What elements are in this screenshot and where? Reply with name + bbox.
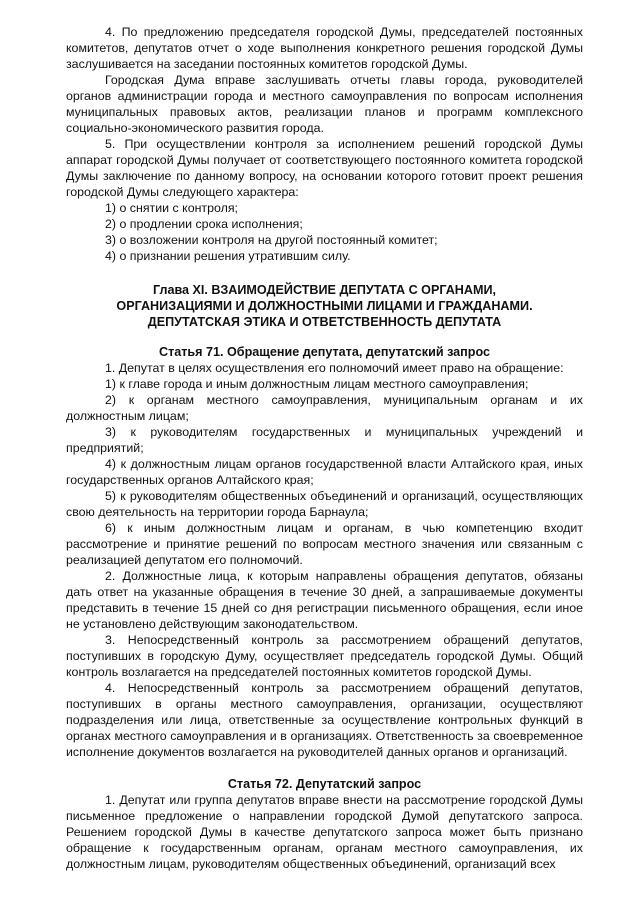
chapter-heading-line: ДЕПУТАТСКАЯ ЭТИКА И ОТВЕТСТВЕННОСТЬ ДЕПУТАТА <box>147 315 502 329</box>
list-item: 4) к должностным лицам органов государственной власти Алтайского края, иных государственных органов Алтайского края; <box>66 457 583 487</box>
article-71-paragraph-1: 1. Депутат в целях осуществления его полномочий имеет право на обращение: <box>105 361 564 375</box>
list-item: 3) о возложении контроля на другой постоянный комитет; <box>105 233 438 247</box>
article-71-paragraph-4: 4. Непосредственный контроль за рассмотрением обращений депутатов, поступивших в органы местного самоуправления, организации, осуществляют подразделения или лица, ответственные за осуществление контрольных функций в органах местного самоуправления и в организациях. Ответственность за своевременное исполнение документов возлагается на руководителей данных органов и организаций. <box>66 681 583 759</box>
paragraph-4-reports: Городская Дума вправе заслушивать отчеты главы города, руководителей органов администрации города и местного самоуправления по вопросам исполнения муниципальных правовых актов, реализации планов и программ комплексного социально-экономического развития города. <box>66 73 583 135</box>
spacer <box>66 760 583 776</box>
list-item: 1) о снятии с контроля; <box>105 201 238 215</box>
paragraph-5: 5. При осуществлении контроля за исполнением решений городской Думы аппарат городской Думы получает от соответствующего постоянного комитета городской Думы заключение по данному вопросу, на основании которого готовит проект решения городской Думы следующего характера: <box>66 137 583 199</box>
list-item: 4) о признании решения утратившим силу. <box>105 249 351 263</box>
chapter-heading-line: ОРГАНИЗАЦИЯМИ И ДОЛЖНОСТНЫМИ ЛИЦАМИ И ГРАЖДАНАМИ. <box>116 299 533 313</box>
article-71-title: Статья 71. Обращение депутата, депутатский запрос <box>158 345 491 359</box>
article-71-paragraph-3: 3. Непосредственный контроль за рассмотрением обращений депутатов, поступивших в городскую Думу, осуществляет председатель городской Думы. Общий контроль возлагается на председателей постоянных комитетов городской Думы. <box>66 633 583 679</box>
chapter-heading-line: Глава XI. ВЗАИМОДЕЙСТВИЕ ДЕПУТАТА С ОРГАНАМИ, <box>152 283 497 297</box>
chapter-heading <box>66 282 583 330</box>
article-72-title: Статья 72. Депутатский запрос <box>227 777 422 791</box>
list-item: 2) о продлении срока исполнения; <box>105 217 303 231</box>
article-72-paragraph-1: 1. Депутат или группа депутатов вправе внести на рассмотрение городской Думы письменное предложение о направлении городской Думой депутатского запроса. Решением городской Думы в качестве депутатского запроса может быть признано обращение к государственным органам, органам местного самоуправления, их должностным лицам, руководителям общественных объединений, организаций всех <box>66 793 583 871</box>
paragraph-4: 4. По предложению председателя городской Думы, председателей постоянных комитетов, депутатов отчет о ходе выполнения конкретного решения городской Думы заслушивается на заседании постоянных комитетов городской Думы. <box>66 25 583 71</box>
list-item: 6) к иным должностным лицам и органам, в чью компетенцию входит рассмотрение и принятие решений по вопросам местного значения или связанным с реализацией депутатом его полномочий. <box>66 521 583 567</box>
list-item: 5) к руководителям общественных объединений и организаций, осуществляющих свою деятельность на территории города Барнаула; <box>66 489 583 519</box>
list-item: 1) к главе города и иным должностным лицам местного самоуправления; <box>105 377 529 391</box>
list-item: 3) к руководителям государственных и муниципальных учреждений и предприятий; <box>66 425 583 455</box>
list-item: 2) к органам местного самоуправления, муниципальным органам и их должностным лицам; <box>66 393 583 423</box>
article-71-paragraph-2: 2. Должностные лица, к которым направлены обращения депутатов, обязаны дать ответ на указанные обращения в течение 30 дней, а запрашиваемые документы представить в течение 15 дней со дня регистрации письменного обращения, если иное не установлено действующим законодательством. <box>66 569 583 631</box>
